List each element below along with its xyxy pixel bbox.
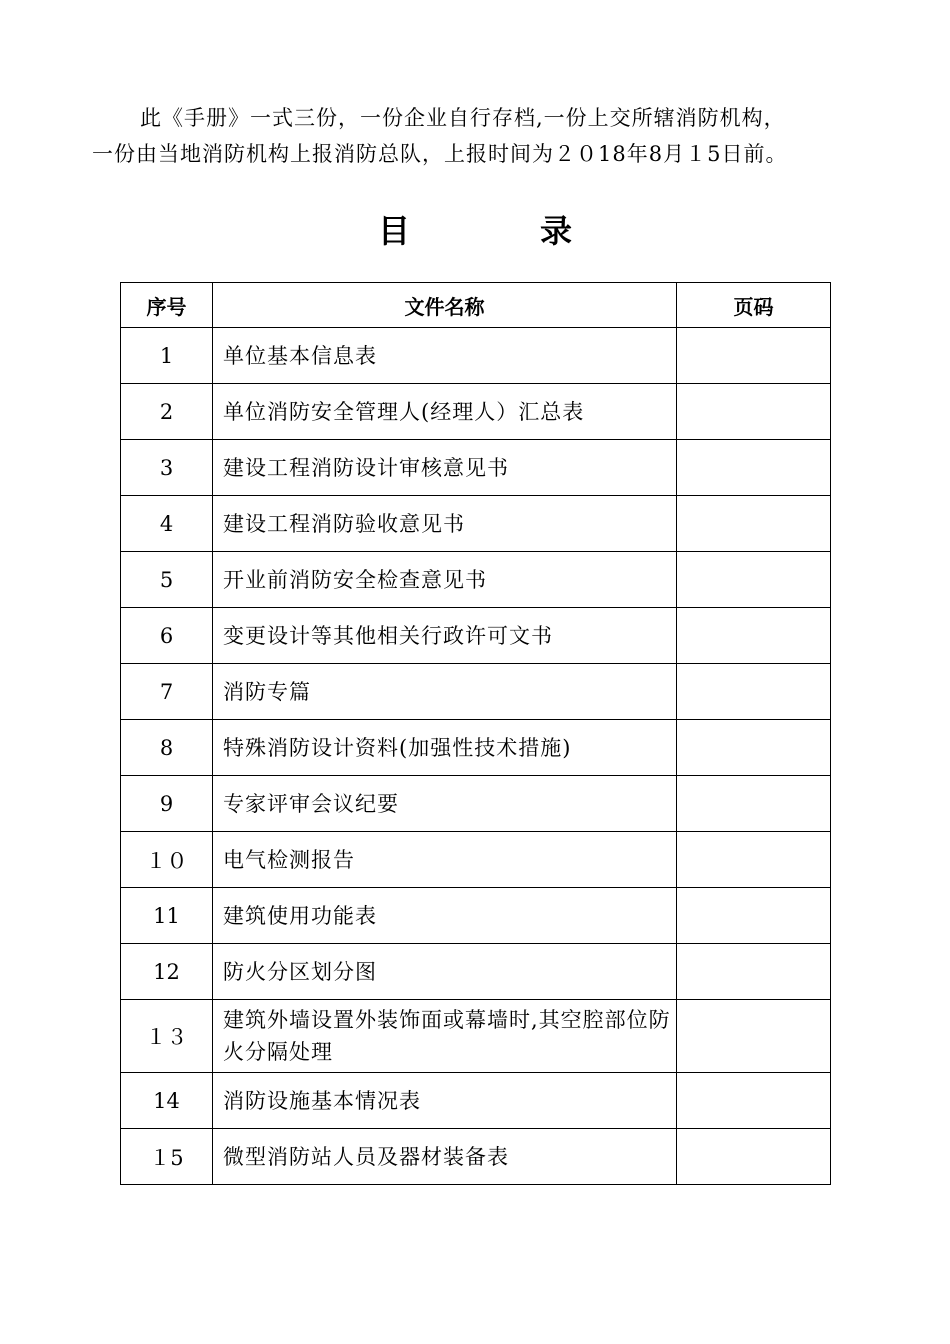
row-name: 专家评审会议纪要 — [213, 776, 677, 832]
row-page — [677, 888, 831, 944]
header-index: 序号 — [121, 283, 213, 328]
table-row — [121, 1129, 831, 1185]
row-name: 开业前消防安全检查意见书 — [213, 552, 677, 608]
row-page — [677, 552, 831, 608]
row-name: 微型消防站人员及器材装备表 — [213, 1129, 677, 1185]
row-page — [677, 944, 831, 1000]
row-name: 单位基本信息表 — [213, 328, 677, 384]
row-page — [677, 384, 831, 440]
row-name: 消防专篇 — [213, 664, 677, 720]
page-title — [0, 206, 950, 252]
row-page — [677, 496, 831, 552]
table-row — [121, 888, 831, 944]
row-name: 特殊消防设计资料(加强性技术措施) — [213, 720, 677, 776]
row-index: 8 — [121, 720, 213, 776]
row-index: 11 — [121, 888, 213, 944]
row-name: 建筑使用功能表 — [213, 888, 677, 944]
row-index: 12 — [121, 944, 213, 1000]
table-row — [121, 720, 831, 776]
row-name: 变更设计等其他相关行政许可文书 — [213, 608, 677, 664]
row-page — [677, 1129, 831, 1185]
row-page — [677, 1073, 831, 1129]
row-index: １5 — [121, 1129, 213, 1185]
table-row — [121, 384, 831, 440]
row-name: 防火分区划分图 — [213, 944, 677, 1000]
row-page — [677, 832, 831, 888]
row-page — [677, 720, 831, 776]
row-page — [677, 608, 831, 664]
table-row — [121, 440, 831, 496]
row-index: 6 — [121, 608, 213, 664]
row-index: 5 — [121, 552, 213, 608]
row-page — [677, 664, 831, 720]
table-header-row — [121, 283, 831, 328]
intro-line-2: 一份由当地消防机构上报消防总队，上报时间为２０18年8月１5日前。 — [92, 142, 788, 166]
row-index: １３ — [121, 1000, 213, 1073]
row-index: １０ — [121, 832, 213, 888]
table-row — [121, 1000, 831, 1073]
row-page — [677, 328, 831, 384]
row-name: 建筑外墙设置外装饰面或幕墙时,其空腔部位防火分隔处理 — [213, 1000, 677, 1073]
row-index: 4 — [121, 496, 213, 552]
table-row — [121, 552, 831, 608]
table-row — [121, 664, 831, 720]
title-char-1: 目 — [377, 212, 410, 250]
row-name: 电气检测报告 — [213, 832, 677, 888]
row-index: 1 — [121, 328, 213, 384]
header-page: 页码 — [677, 283, 831, 328]
table-row — [121, 496, 831, 552]
row-name: 建设工程消防验收意见书 — [213, 496, 677, 552]
row-name: 建设工程消防设计审核意见书 — [213, 440, 677, 496]
row-page — [677, 440, 831, 496]
row-index: 9 — [121, 776, 213, 832]
row-index: 2 — [121, 384, 213, 440]
row-index: 14 — [121, 1073, 213, 1129]
table-row — [121, 328, 831, 384]
table-row — [121, 944, 831, 1000]
table-row — [121, 608, 831, 664]
row-page — [677, 776, 831, 832]
title-char-2: 录 — [540, 212, 573, 250]
intro-line-1: 此《手册》一式三份，一份企业自行存档,一份上交所辖消防机构， — [140, 106, 786, 130]
table-row — [121, 832, 831, 888]
row-index: 7 — [121, 664, 213, 720]
row-index: 3 — [121, 440, 213, 496]
contents-table — [120, 282, 831, 1185]
table-row — [121, 1073, 831, 1129]
intro-paragraph — [92, 100, 862, 172]
row-name: 消防设施基本情况表 — [213, 1073, 677, 1129]
row-name: 单位消防安全管理人(经理人）汇总表 — [213, 384, 677, 440]
header-name: 文件名称 — [213, 283, 677, 328]
table-row — [121, 776, 831, 832]
row-page — [677, 1000, 831, 1073]
